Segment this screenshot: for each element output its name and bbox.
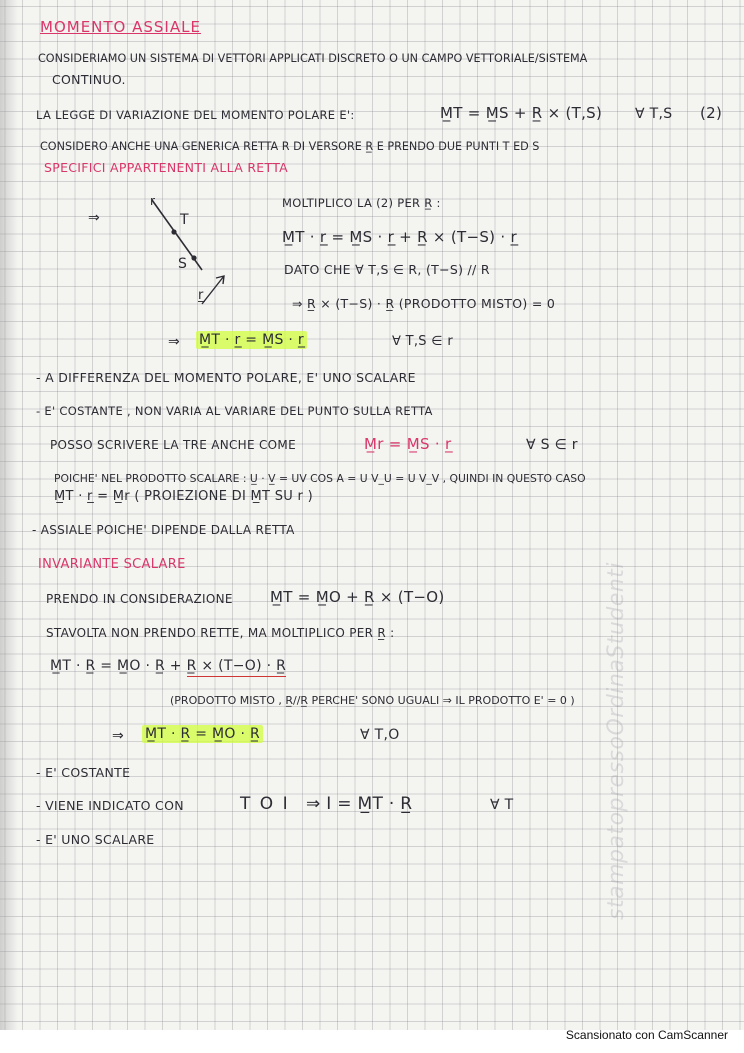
invariant-property-formula: ⇒ I = M̲T · R̲: [306, 794, 413, 814]
invariant-property-symbol: T O I: [240, 794, 290, 814]
highlighted-invariant: M̲T · R̲ = M̲O · R̲: [142, 725, 263, 743]
scanner-label: Scansionato con CamScanner: [565, 1028, 728, 1042]
consider-line-1: CONSIDERO ANCHE UNA GENERICA RETTA R DI VERSORE R̲ E PRENDO DUE PUNTI T ED S: [40, 140, 540, 153]
diagram-point-t: T: [180, 212, 189, 228]
property-constant: - E' COSTANTE , NON VARIA AL VARIARE DEL PUNTO SULLA RETTA: [36, 404, 433, 418]
property-scalar: - A DIFFERENZA DEL MOMENTO POLARE, E' UNO SCALARE: [36, 370, 416, 385]
intro-line-2: CONTINUO.: [52, 72, 126, 87]
invariant-line-3: [50, 658, 286, 674]
invariant-result-prefix: ⇒: [112, 728, 125, 744]
property-write-text: POSSO SCRIVERE LA TRE ANCHE COME: [50, 438, 296, 452]
invariant-property-scalar: - E' UNO SCALARE: [36, 832, 155, 847]
invariant-property-forall: ∀ T: [490, 797, 514, 813]
point-t-dot: [171, 229, 176, 234]
invariant-line-3-left: M̲T · R̲ = M̲O · R̲ +: [50, 658, 182, 674]
diagram-vector-label: r̲: [198, 288, 204, 303]
property-projection-line-2: M̲T · r̲ = M̲r ( PROIEZIONE DI M̲T SU r ): [54, 489, 313, 504]
property-write-forall: ∀ S ∈ r: [526, 437, 578, 453]
diagram-line-label: r: [150, 194, 156, 208]
derivation-step-3: DATO CHE ∀ T,S ∈ R, (T−S) // R: [284, 262, 490, 277]
property-projection-line-1: POICHE' NEL PRODOTTO SCALARE : U̲ · V̲ = UV COS Α = U V_U = U V_V , QUINDI IN QUESTO CASO: [54, 472, 586, 485]
page-title: MOMENTO ASSIALE: [40, 18, 201, 36]
law-formula: M̲T = M̲S + R̲ × (T,S): [440, 104, 603, 122]
invariant-line-2: STAVOLTA NON PRENDO RETTE, MA MOLTIPLICO PER R̲ :: [46, 626, 395, 640]
intro-line-1: CONSIDERIAMO UN SISTEMA DI VETTORI APPLICATI DISCRETO O UN CAMPO VETTORIALE/SISTEMA: [38, 52, 588, 65]
derivation-result: [196, 332, 307, 348]
invariant-line-1-text: PRENDO IN CONSIDERAZIONE: [46, 592, 233, 606]
derivation-step-1: MOLTIPLICO LA (2) PER R̲ :: [282, 196, 441, 210]
derivation-forall: ∀ T,S ∈ r: [392, 334, 453, 349]
watermark: stampatopressoOrdinaStudenti: [604, 561, 629, 920]
property-write-formula: M̲r = M̲S · r̲: [364, 435, 452, 453]
law-number: (2): [700, 104, 723, 122]
invariant-property-constant: - E' COSTANTE: [36, 765, 131, 780]
invariant-line-1-formula: M̲T = M̲O + R̲ × (T−O): [270, 588, 445, 606]
invariant-result: [142, 726, 263, 742]
invariant-line-4: (PRODOTTO MISTO , R̲//R̲ PERCHE' SONO UGUALI ⇒ IL PRODOTTO E' = 0 ): [170, 694, 575, 707]
law-forall: ∀ T,S: [635, 106, 673, 122]
versor-arrow-shaft: [202, 276, 224, 304]
invariant-forall: ∀ T,O: [360, 727, 400, 743]
line-diagram: [140, 192, 250, 317]
consider-line-2: SPECIFICI APPARTENENTI ALLA RETTA: [44, 160, 289, 175]
invariant-property-indicated: - VIENE INDICATO CON: [36, 798, 184, 813]
derivation-step-2: M̲T · r̲ = M̲S · r̲ + R̲ × (T−S) · r̲: [282, 228, 517, 246]
diagram-arrow: ⇒: [88, 210, 101, 226]
property-axial: - ASSIALE POICHE' DIPENDE DALLA RETTA: [32, 523, 295, 537]
section-subtitle: INVARIANTE SCALARE: [38, 557, 186, 572]
derivation-step-4: ⇒ R̲ × (T−S) · R̲ (PRODOTTO MISTO) = 0: [292, 296, 556, 311]
invariant-line-3-underlined: R̲ × (T−O) · R̲: [187, 658, 287, 677]
point-s-dot: [191, 255, 196, 260]
highlighted-formula: M̲T · r̲ = M̲S · r̲: [196, 331, 307, 349]
paper-shadow: [0, 0, 18, 1053]
law-text: LA LEGGE DI VARIAZIONE DEL MOMENTO POLARE E':: [36, 108, 355, 122]
derivation-result-prefix: ⇒: [168, 334, 181, 350]
diagram-point-s: S: [178, 256, 188, 272]
